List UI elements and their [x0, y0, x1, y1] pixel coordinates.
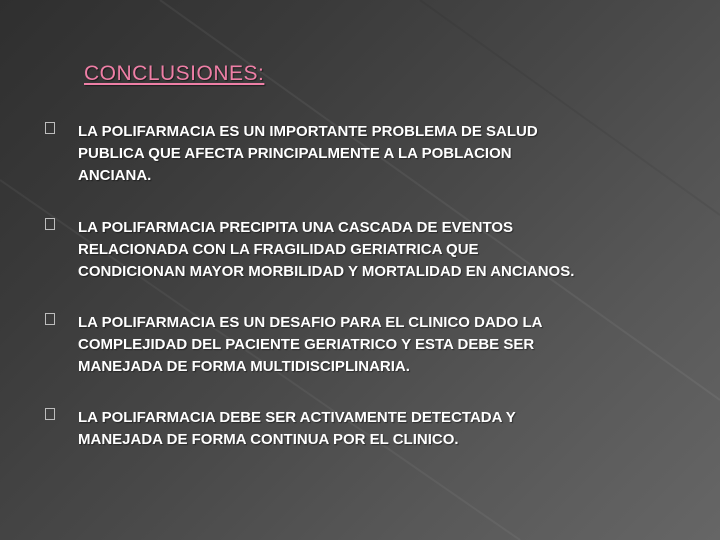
bullet-text [78, 312, 688, 378]
bullet-text [78, 217, 688, 283]
bullet-line: LA POLIFARMACIA ES UN DESAFIO PARA EL CLINICO DADO LA [78, 314, 543, 331]
square-bullet-icon [45, 218, 55, 230]
bullet-line: CONDICIONAN MAYOR MORBILIDAD Y MORTALIDAD EN ANCIANOS. [78, 263, 575, 280]
bullet-line: RELACIONADA CON LA FRAGILIDAD GERIATRICA QUE [78, 241, 479, 258]
bullet-text [78, 407, 688, 451]
bullet-line: ANCIANA. [78, 167, 152, 184]
slide-title: CONCLUSIONES: [84, 62, 265, 85]
square-bullet-icon [45, 122, 55, 134]
square-bullet-icon [45, 408, 55, 420]
bullet-line: COMPLEJIDAD DEL PACIENTE GERIATRICO Y ESTA DEBE SER [78, 336, 535, 353]
bullet-line: LA POLIFARMACIA PRECIPITA UNA CASCADA DE EVENTOS [78, 219, 514, 236]
bullet-line: PUBLICA QUE AFECTA PRINCIPALMENTE A LA POBLACION [78, 145, 512, 162]
bullet-line: MANEJADA DE FORMA MULTIDISCIPLINARIA. [78, 358, 410, 375]
square-bullet-icon [45, 313, 55, 325]
bullet-text [78, 121, 688, 187]
bullet-line: LA POLIFARMACIA DEBE SER ACTIVAMENTE DETECTADA Y [78, 409, 516, 426]
bullet-line: MANEJADA DE FORMA CONTINUA POR EL CLINICO. [78, 431, 459, 448]
bullet-line: LA POLIFARMACIA ES UN IMPORTANTE PROBLEMA DE SALUD [78, 123, 538, 140]
